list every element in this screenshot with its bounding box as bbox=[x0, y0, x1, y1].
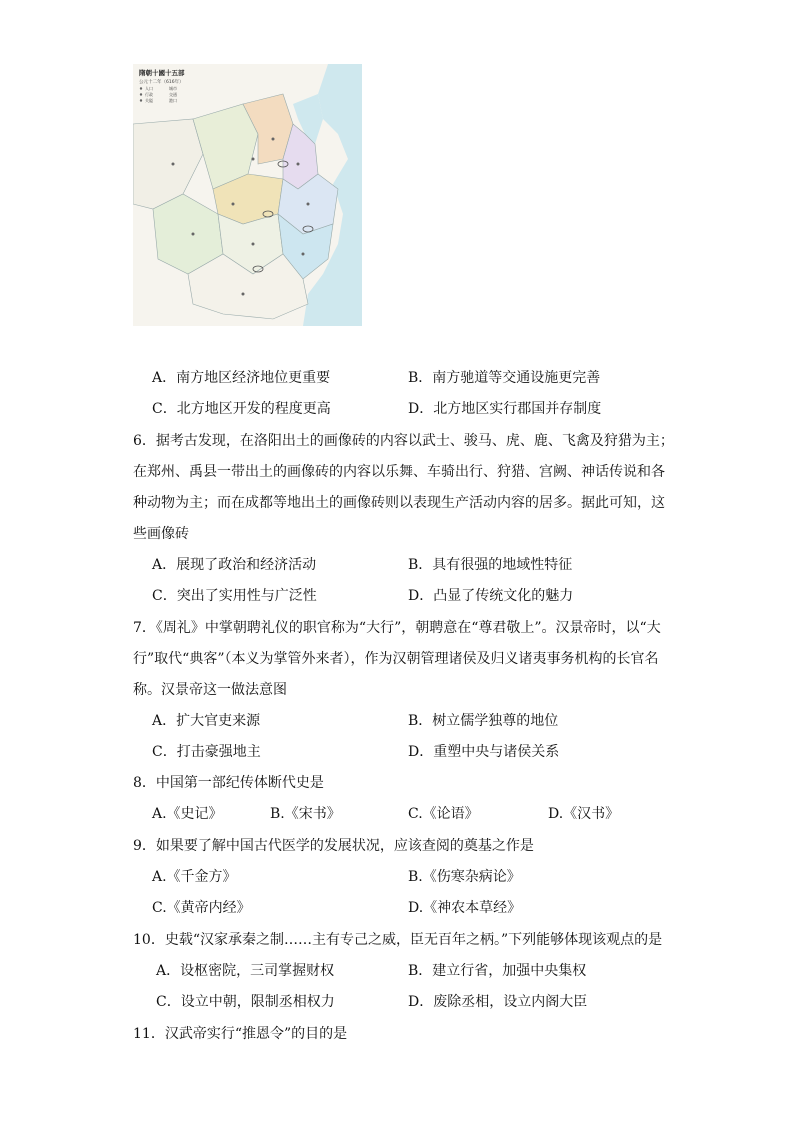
map-legend-item: 行政 bbox=[145, 92, 153, 97]
q5-option-a: A．南方地区经济地位更重要 bbox=[152, 370, 331, 386]
q9-option-b: B.《伤寒杂病论》 bbox=[408, 869, 521, 885]
q5-option-c: C．北方地区开发的程度更高 bbox=[152, 401, 331, 417]
q6-option-b: B．具有很强的地域性特征 bbox=[408, 557, 573, 573]
q6-option-c: C．突出了实用性与广泛性 bbox=[152, 588, 317, 604]
historical-map-figure bbox=[133, 64, 362, 326]
q8-stem: 8．中国第一部纪传体断代史是 bbox=[133, 775, 324, 791]
q8-option-a: A.《史记》 bbox=[152, 806, 223, 822]
q6-stem-line: 6．据考古发现，在洛阳出土的画像砖的内容以武士、骏马、虎、鹿、飞禽及狩猎为主； bbox=[133, 433, 674, 449]
q7-option-a: A．扩大官吏来源 bbox=[152, 713, 261, 729]
q10-stem: 10．史载“汉家承秦之制……主有专己之威，臣无百年之柄。”下列能够体现该观点的是 bbox=[133, 932, 663, 948]
q8-option-b: B.《宋书》 bbox=[270, 806, 341, 822]
map-title: 隋朝十國十五部 bbox=[139, 69, 185, 77]
q7-stem-line: 行”取代“典客”（本义为掌管外来者），作为汉朝管理诸侯及归义诸夷事务机构的长官名 bbox=[133, 651, 659, 667]
q6-stem-line: 在郑州、禹县一带出土的画像砖的内容以乐舞、车骑出行、狩猎、宫阙、神话传说和各 bbox=[133, 464, 665, 480]
map-drawing bbox=[133, 64, 362, 326]
q8-option-c: C.《论语》 bbox=[408, 806, 479, 822]
q9-option-c: C.《黄帝内经》 bbox=[152, 900, 251, 916]
q6-stem-line: 种动物为主；而在成都等地出土的画像砖则以表现生产活动内容的居多。据此可知，这 bbox=[133, 495, 665, 511]
q7-stem-line: 7．《周礼》中掌朝聘礼仪的职官称为“大行”，朝聘意在“尊君敬上”。汉景帝时，以“大 bbox=[133, 620, 661, 636]
map-subtitle: 公元十二年（616年） bbox=[139, 80, 184, 85]
map-legend-item: 交通 bbox=[169, 92, 177, 97]
q6-option-d: D．凸显了传统文化的魅力 bbox=[408, 588, 574, 604]
map-legend-item: 城市 bbox=[169, 86, 177, 91]
map-legend-item: 港口 bbox=[169, 98, 177, 103]
map-legend-item: 关隘 bbox=[145, 98, 153, 103]
q7-option-b: B．树立儒学独尊的地位 bbox=[408, 713, 559, 729]
map-legend-item: 人口 bbox=[145, 86, 153, 91]
q7-option-d: D．重塑中央与诸侯关系 bbox=[408, 744, 560, 760]
q9-stem: 9．如果要了解中国古代医学的发展状况，应该查阅的奠基之作是 bbox=[133, 838, 534, 854]
q8-option-d: D.《汉书》 bbox=[548, 806, 620, 822]
q7-option-c: C．打击豪强地主 bbox=[152, 744, 261, 760]
q6-stem-line: 些画像砖 bbox=[133, 526, 189, 542]
q10-option-a: A．设枢密院，三司掌握财权 bbox=[156, 963, 335, 979]
q6-option-a: A．展现了政治和经济活动 bbox=[152, 557, 317, 573]
q9-option-d: D.《神农本草经》 bbox=[408, 900, 522, 916]
q5-option-b: B．南方驰道等交通设施更完善 bbox=[408, 370, 601, 386]
q10-option-c: C．设立中朝，限制丞相权力 bbox=[156, 994, 335, 1010]
q5-option-d: D．北方地区实行郡国并存制度 bbox=[408, 401, 602, 417]
q10-option-b: B．建立行省，加强中央集权 bbox=[408, 963, 587, 979]
q9-option-a: A.《千金方》 bbox=[152, 869, 237, 885]
q10-option-d: D．废除丞相，设立内阁大臣 bbox=[408, 994, 588, 1010]
q7-stem-line: 称。汉景帝这一做法意图 bbox=[133, 682, 287, 698]
q11-stem: 11．汉武帝实行“推恩令”的目的是 bbox=[133, 1026, 348, 1042]
